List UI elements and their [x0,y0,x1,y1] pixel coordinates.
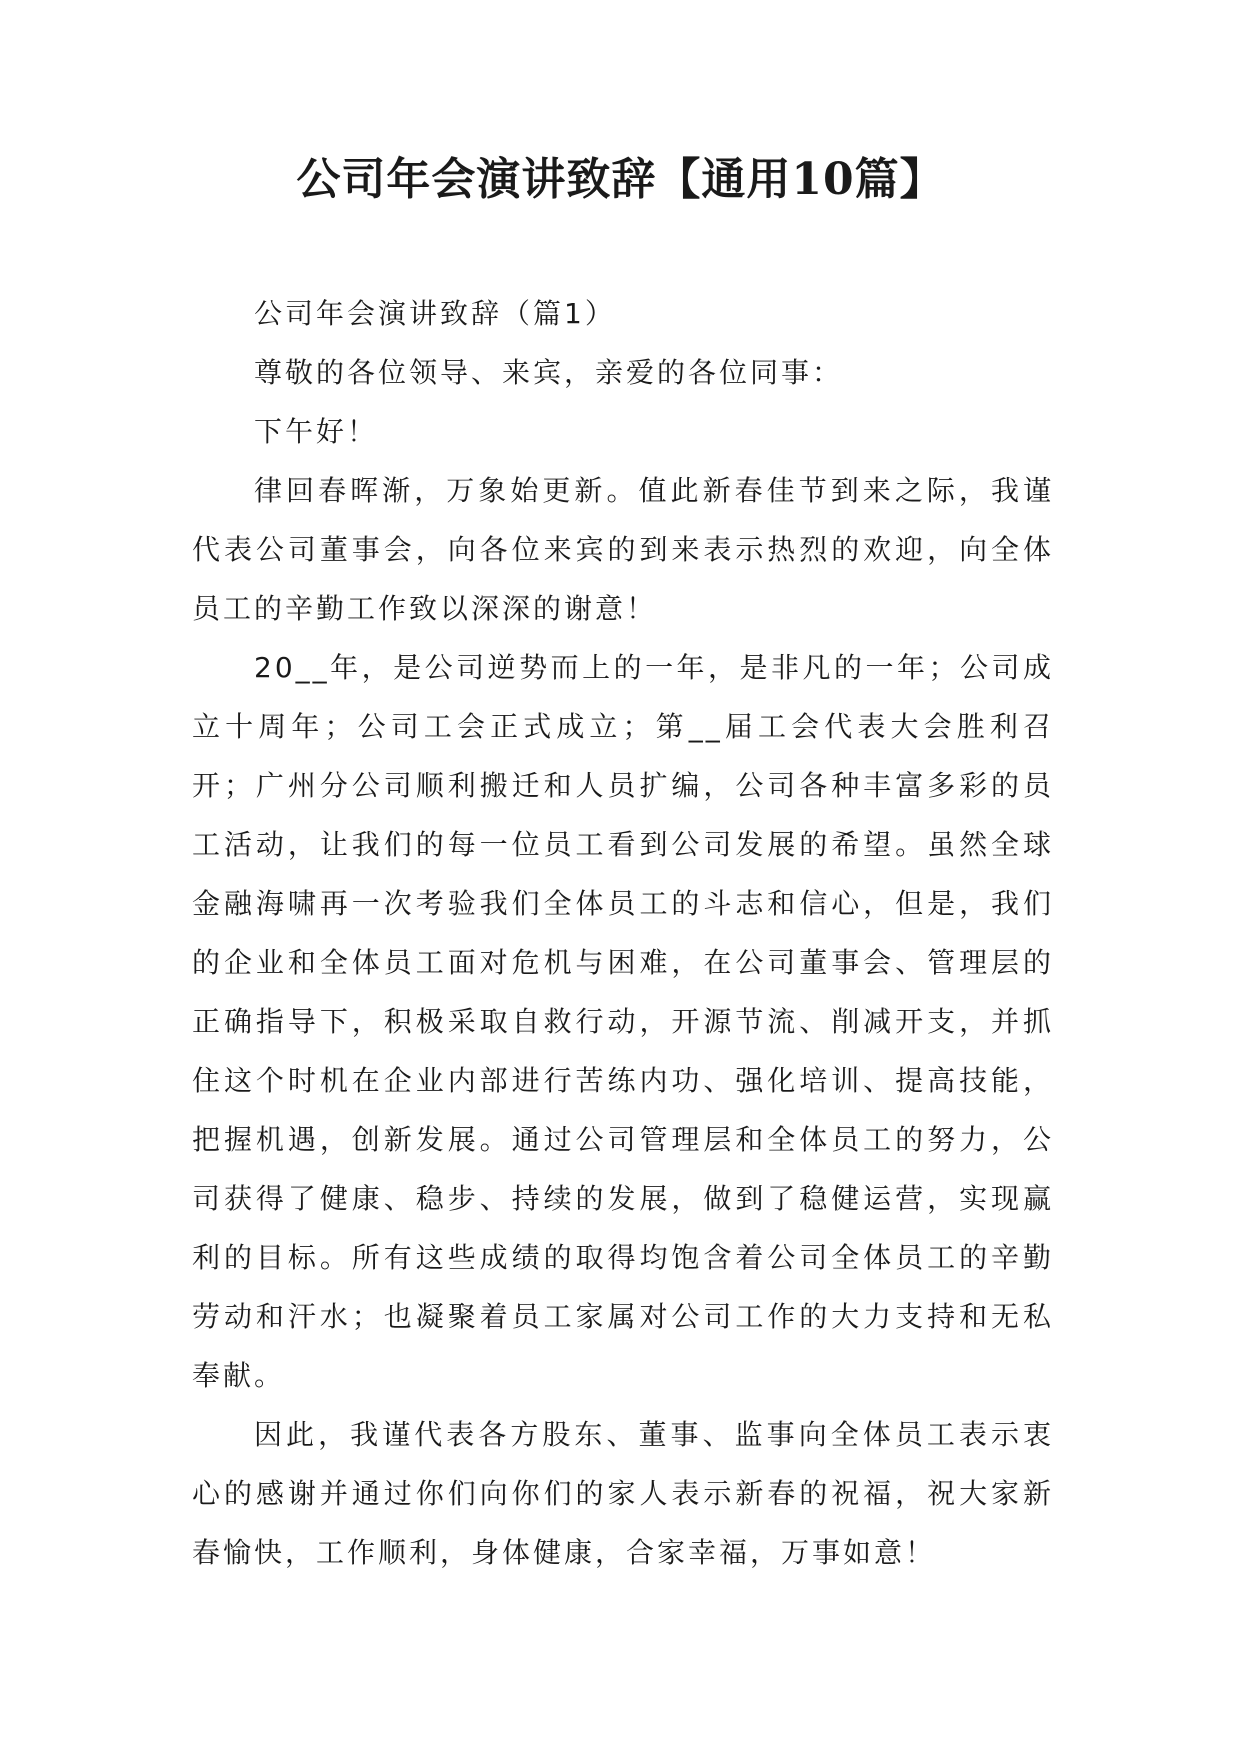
paragraph-review: 20__年，是公司逆势而上的一年，是非凡的一年；公司成立十周年；公司工会正式成立；第__届工会代表大会胜利召开；广州分公司顺利搬迁和人员扩编，公司各种丰富多彩的员工活动，让我们的每一位员工看到公司发展的希望。虽然全球金融海啸再一次考验我们全体员工的斗志和信心，但是，我们的企业和全体员工面对危机与困难，在公司董事会、管理层的正确指导下，积极采取自救行动，开源节流、削减开支，并抓住这个时机在企业内部进行苦练内功、强化培训、提高技能，把握机遇，创新发展。通过公司管理层和全体员工的努力，公司获得了健康、稳步、持续的发展，做到了稳健运营，实现赢利的目标。所有这些成绩的取得均饱含着公司全体员工的辛勤劳动和汗水；也凝聚着员工家属对公司工作的大力支持和无私奉献。 [192,651,1054,1392]
salutation: 尊敬的各位领导、来宾，亲爱的各位同事： [254,356,844,389]
greeting: 下午好！ [254,415,379,448]
document-title: 公司年会演讲致辞【通用10篇】 [296,154,945,205]
paragraph-opening: 律回春晖渐，万象始更新。值此新春佳节到来之际，我谨代表公司董事会，向各位来宾的到来表示热烈的欢迎，向全体员工的辛勤工作致以深深的谢意！ [192,474,1054,625]
document-body [192,284,1054,1582]
paragraph-thanks: 因此，我谨代表各方股东、董事、监事向全体员工表示衷心的感谢并通过你们向你们的家人表示新春的祝福，祝大家新春愉快，工作顺利，身体健康，合家幸福，万事如意！ [192,1418,1054,1569]
section-heading: 公司年会演讲致辞（篇1） [254,297,616,330]
